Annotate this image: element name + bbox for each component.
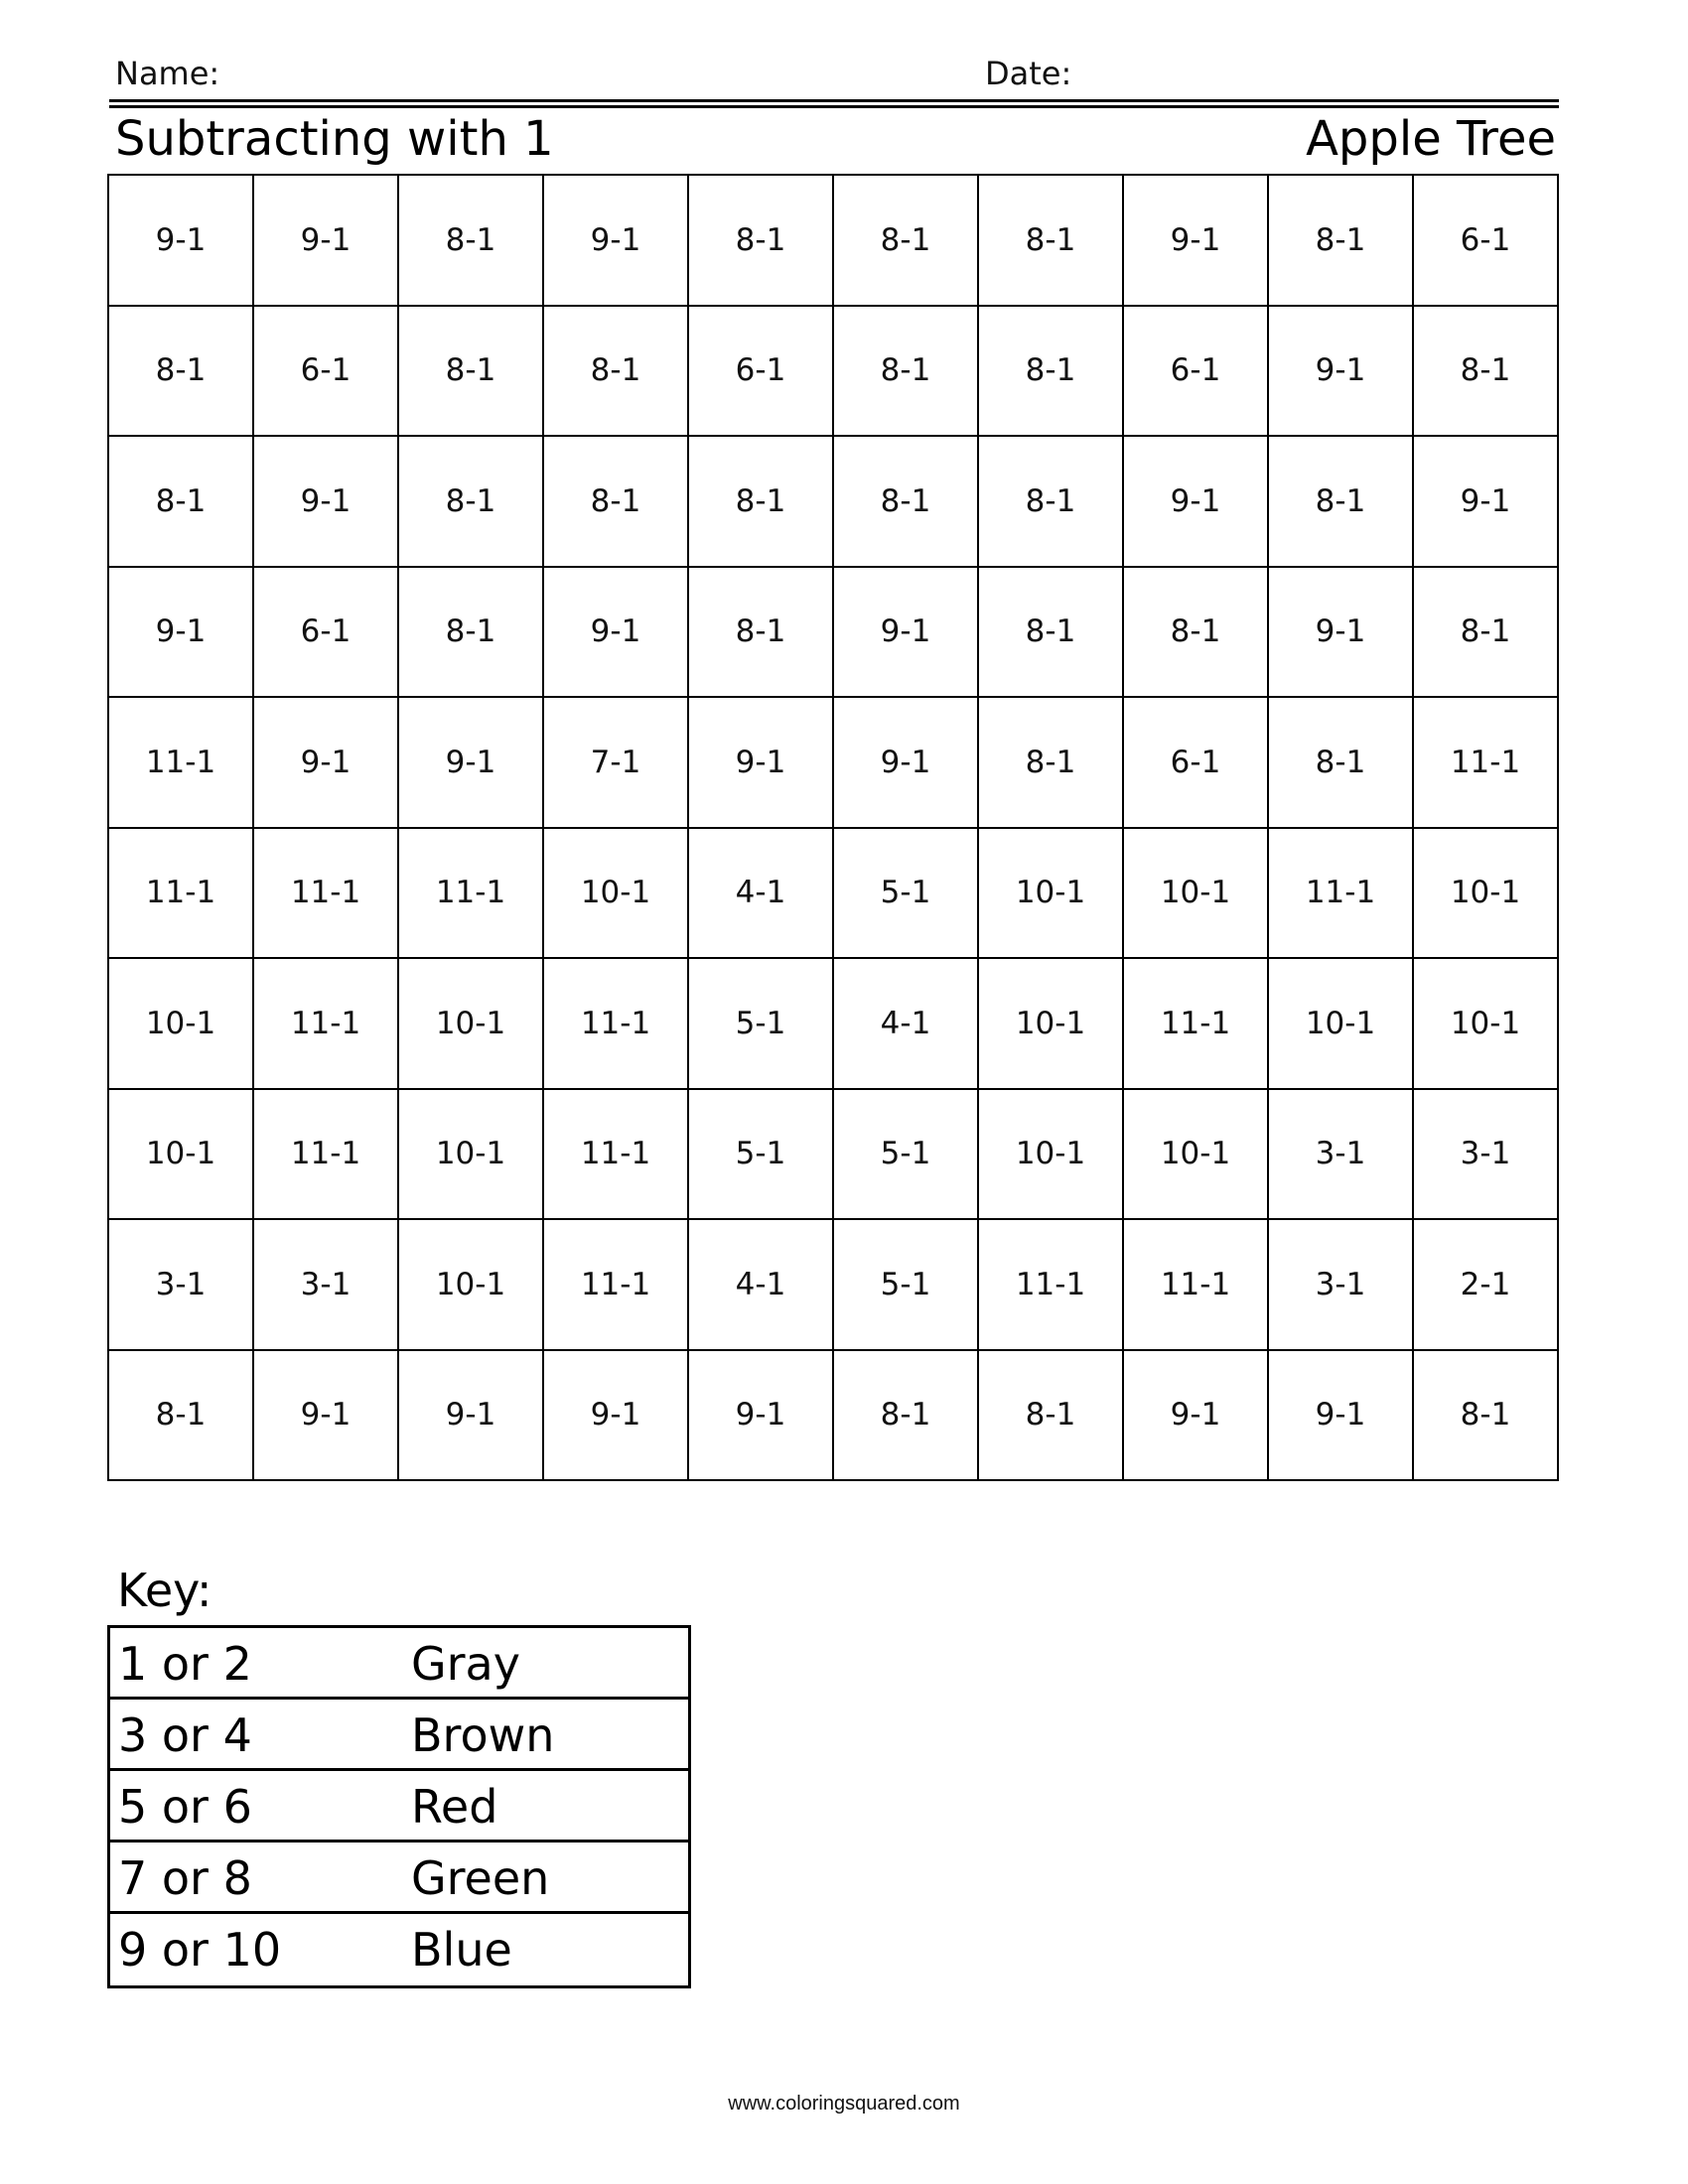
grid-cell: 10-1	[1414, 959, 1559, 1090]
grid-cell: 5-1	[834, 1220, 979, 1351]
grid-cell: 8-1	[979, 307, 1124, 438]
grid-cell: 9-1	[544, 176, 689, 307]
grid-cell: 4-1	[689, 1220, 834, 1351]
grid-cell: 9-1	[254, 176, 399, 307]
grid-cell: 9-1	[1269, 307, 1414, 438]
grid-cell: 8-1	[544, 437, 689, 568]
key-title: Key:	[117, 1564, 212, 1617]
grid-cell: 8-1	[109, 437, 254, 568]
grid-cell: 9-1	[834, 568, 979, 699]
grid-cell: 8-1	[1269, 176, 1414, 307]
grid-cell: 8-1	[399, 437, 544, 568]
grid-cell: 6-1	[254, 307, 399, 438]
grid-cell: 9-1	[1124, 437, 1269, 568]
key-row	[110, 1771, 688, 1843]
key-row	[110, 1914, 688, 1985]
grid-cell: 10-1	[979, 829, 1124, 960]
grid-cell: 11-1	[254, 1090, 399, 1221]
grid-cell: 8-1	[834, 1351, 979, 1482]
grid-cell: 9-1	[1124, 176, 1269, 307]
grid-cell: 9-1	[689, 1351, 834, 1482]
grid-cell: 8-1	[399, 176, 544, 307]
grid-cell: 5-1	[834, 1090, 979, 1221]
grid-cell: 6-1	[1124, 307, 1269, 438]
grid-cell: 8-1	[1414, 307, 1559, 438]
key-color: Green	[411, 1851, 550, 1905]
grid-cell: 4-1	[834, 959, 979, 1090]
grid-cell: 8-1	[979, 568, 1124, 699]
key-color: Brown	[411, 1708, 555, 1762]
key-range: 1 or 2	[118, 1637, 252, 1691]
grid-cell: 9-1	[399, 698, 544, 829]
grid-cell: 11-1	[109, 829, 254, 960]
grid-cell: 8-1	[689, 437, 834, 568]
grid-cell: 9-1	[1269, 1351, 1414, 1482]
grid-cell: 11-1	[109, 698, 254, 829]
grid-cell: 10-1	[399, 1220, 544, 1351]
grid-cell: 11-1	[1414, 698, 1559, 829]
grid-cell: 8-1	[979, 437, 1124, 568]
grid-cell: 9-1	[254, 698, 399, 829]
worksheet-title: Subtracting with 1	[115, 111, 554, 167]
grid-cell: 5-1	[834, 829, 979, 960]
key-color: Gray	[411, 1637, 520, 1691]
grid-cell: 8-1	[689, 568, 834, 699]
grid-cell: 2-1	[1414, 1220, 1559, 1351]
key-range: 7 or 8	[118, 1851, 252, 1905]
grid-cell: 5-1	[689, 1090, 834, 1221]
color-key-table	[107, 1625, 691, 1988]
grid-cell: 6-1	[254, 568, 399, 699]
grid-cell: 10-1	[979, 959, 1124, 1090]
grid-cell: 10-1	[399, 1090, 544, 1221]
grid-cell: 3-1	[1269, 1220, 1414, 1351]
grid-cell: 11-1	[1124, 1220, 1269, 1351]
puzzle-grid	[107, 174, 1559, 1481]
grid-cell: 9-1	[1414, 437, 1559, 568]
grid-cell: 9-1	[399, 1351, 544, 1482]
grid-cell: 9-1	[109, 176, 254, 307]
grid-cell: 3-1	[1414, 1090, 1559, 1221]
grid-cell: 7-1	[544, 698, 689, 829]
grid-cell: 10-1	[1124, 1090, 1269, 1221]
grid-cell: 8-1	[1414, 1351, 1559, 1482]
grid-cell: 8-1	[689, 176, 834, 307]
grid-cell: 11-1	[254, 829, 399, 960]
grid-cell: 9-1	[544, 568, 689, 699]
grid-cell: 10-1	[109, 959, 254, 1090]
grid-cell: 3-1	[109, 1220, 254, 1351]
key-row	[110, 1628, 688, 1700]
grid-cell: 11-1	[1269, 829, 1414, 960]
grid-cell: 10-1	[1124, 829, 1269, 960]
grid-cell: 11-1	[979, 1220, 1124, 1351]
grid-cell: 9-1	[689, 698, 834, 829]
key-range: 5 or 6	[118, 1780, 252, 1834]
grid-cell: 11-1	[1124, 959, 1269, 1090]
picture-name: Apple Tree	[1306, 111, 1556, 167]
grid-cell: 8-1	[109, 1351, 254, 1482]
grid-cell: 11-1	[544, 959, 689, 1090]
key-range: 3 or 4	[118, 1708, 252, 1762]
grid-cell: 8-1	[1124, 568, 1269, 699]
grid-cell: 8-1	[979, 698, 1124, 829]
key-row	[110, 1843, 688, 1914]
grid-cell: 8-1	[399, 307, 544, 438]
key-range: 9 or 10	[118, 1923, 282, 1977]
grid-cell: 8-1	[834, 176, 979, 307]
grid-cell: 9-1	[109, 568, 254, 699]
grid-cell: 11-1	[399, 829, 544, 960]
grid-cell: 8-1	[399, 568, 544, 699]
grid-cell: 11-1	[254, 959, 399, 1090]
grid-cell: 11-1	[544, 1090, 689, 1221]
grid-cell: 6-1	[1124, 698, 1269, 829]
grid-cell: 6-1	[1414, 176, 1559, 307]
key-color: Blue	[411, 1923, 512, 1977]
grid-cell: 9-1	[834, 698, 979, 829]
grid-cell: 5-1	[689, 959, 834, 1090]
grid-cell: 8-1	[834, 437, 979, 568]
grid-cell: 8-1	[979, 1351, 1124, 1482]
header-rule-top	[109, 99, 1559, 102]
grid-cell: 3-1	[254, 1220, 399, 1351]
name-date-header	[107, 48, 1557, 99]
grid-cell: 10-1	[544, 829, 689, 960]
name-label: Name:	[115, 55, 220, 92]
grid-cell: 10-1	[1269, 959, 1414, 1090]
grid-cell: 9-1	[254, 437, 399, 568]
grid-cell: 8-1	[109, 307, 254, 438]
grid-cell: 10-1	[1414, 829, 1559, 960]
grid-cell: 10-1	[979, 1090, 1124, 1221]
footer-url: www.coloringsquared.com	[728, 2093, 960, 2115]
grid-cell: 8-1	[1414, 568, 1559, 699]
grid-cell: 9-1	[1269, 568, 1414, 699]
key-color: Red	[411, 1780, 498, 1834]
header-rule-bottom	[109, 105, 1559, 108]
grid-cell: 9-1	[544, 1351, 689, 1482]
grid-cell: 6-1	[689, 307, 834, 438]
grid-cell: 8-1	[979, 176, 1124, 307]
grid-cell: 9-1	[254, 1351, 399, 1482]
date-label: Date:	[985, 55, 1072, 92]
grid-cell: 11-1	[544, 1220, 689, 1351]
key-row	[110, 1700, 688, 1771]
grid-cell: 8-1	[544, 307, 689, 438]
grid-cell: 8-1	[1269, 437, 1414, 568]
grid-cell: 9-1	[1124, 1351, 1269, 1482]
grid-cell: 10-1	[399, 959, 544, 1090]
grid-cell: 3-1	[1269, 1090, 1414, 1221]
grid-cell: 4-1	[689, 829, 834, 960]
grid-cell: 8-1	[1269, 698, 1414, 829]
grid-cell: 10-1	[109, 1090, 254, 1221]
grid-cell: 8-1	[834, 307, 979, 438]
